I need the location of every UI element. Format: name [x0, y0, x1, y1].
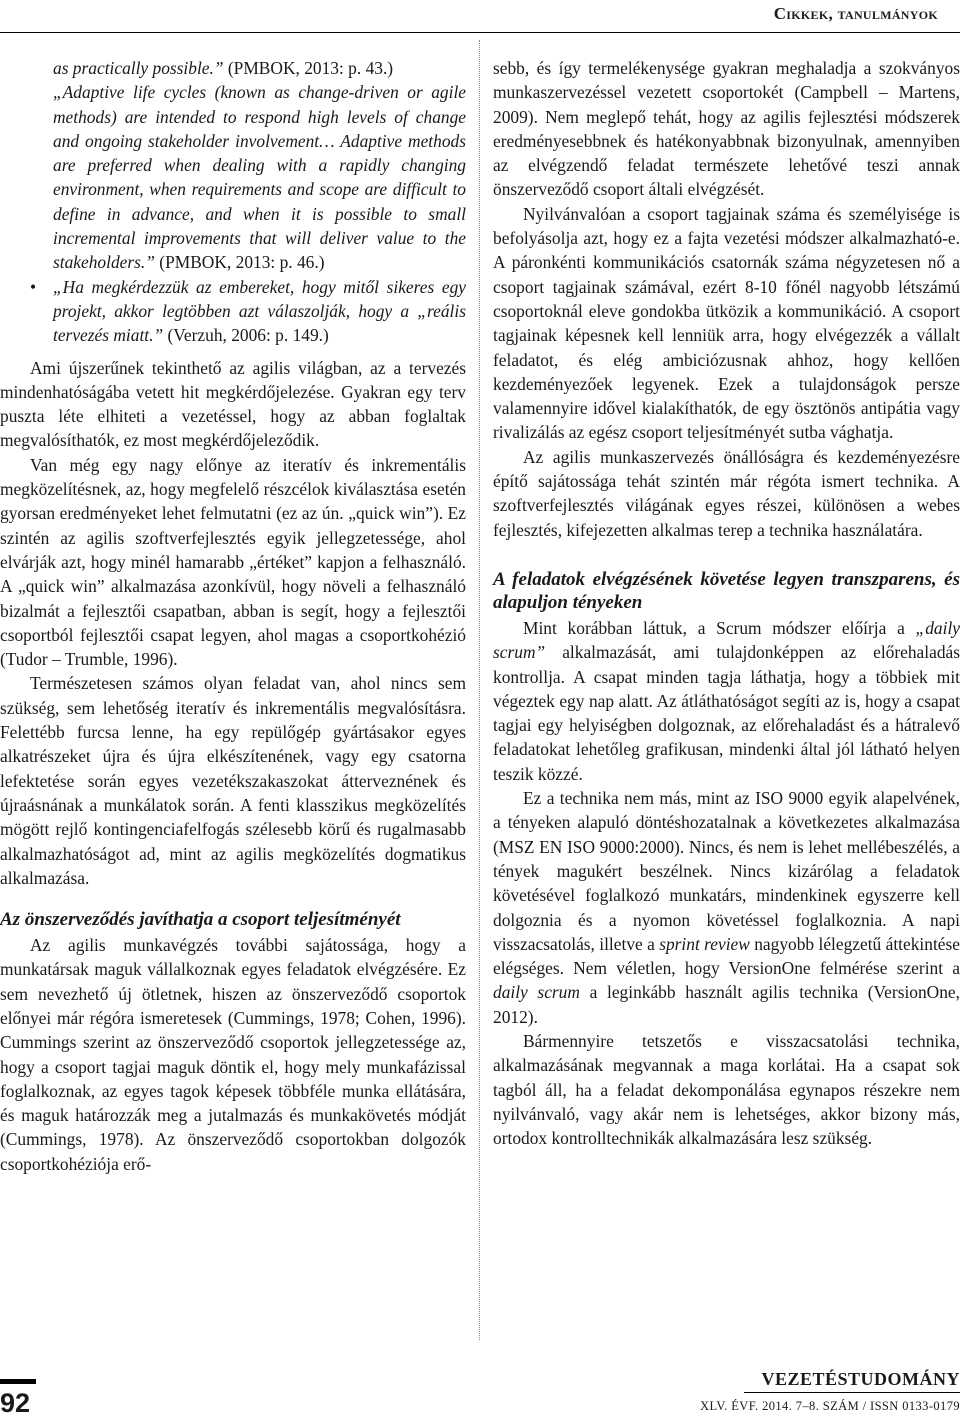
text-run: a leginkább használt agilis technika (VersionOne, 2012).	[493, 982, 960, 1027]
paragraph: Bármennyire tetszetős e visszacsatolási technika, alkalmazásának megvannak a maga korlátai. Ha a csapat sok tagból áll, ha a feladat dekomponálása egynapos részekre nem nyilvánvaló, vagy akár nem is lehetséges, akkor bizony más, ortodox kontrolltechnikák alkalmazására lesz szükség.	[493, 1030, 960, 1149]
paragraph: Az agilis munkaszervezés önállóságra és kezdeményezésre építő sajátossága tehát szintén már régóta ismert technika. A szoftverfejlesztés világának egyes részei, különösen a webes fejlesztés, kifejezetten alkalmas terep a technika használatára.	[493, 446, 960, 540]
section-header: Cikkek, tanulmányok	[773, 4, 938, 23]
paragraph: Természetesen számos olyan feladat van, ahol nincs sem szükség, sem lehetőség iteratív és inkrementális megvalósításra. Felettébb furcsa lenne, ha egy repülőgép gyártásakor egyes alkatrészeket újra és újra elkészítenének, vagy egy csatorna lefektetése során egyes vezetékszakaszokat átterveznének és újraásnának a munkálatok során. A fenti klasszikus megközelítés mögött rejlő kontingenciafelfogás szélesebb körű és rugalmasabb alkalmazhatóságot ad, mint az agilis megközelítés dogmatikus alkalmazása.	[0, 673, 466, 888]
quote-text: „Adaptive life cycles (known as change-driven or agile methods) are intended to respond high levels of change and ongoing stakeholder involvement… Adaptive methods are preferred when dealing with a rapidly changing environment, when requirements and scope are difficult to define in advance, and when it is possible to small incremental improvements that will deliver value to the stakeholders.”	[53, 82, 466, 273]
paragraph: Nyilvánvalóan a csoport tagjainak száma és személyisége is befolyásolja azt, hogy ez a fajta vezetési módszer alkalmazható-e. A páronkénti kommunikációs csatornák száma négyzetesen nő a csoport tagjainak számával, ezért 8-10 főnél nagyobb létszámú csoportoknál eleve gondokba ütközik a kommunikáció. A csoport tagjainak képesnek kell lenniük arra, hogy elvégezzék a vállalt feladatot, és elég ambiciózusnak ahhoz, hogy kellően kezdeményezőek legyenek. Ezek a tulajdonságok persze valamennyire idővel kialakíthatók, de egy ösztönös antipátia vagy rivalizálás az egész csoport teljesítményét sutba vághatja.	[493, 203, 960, 443]
text-run: nagyobb lélegzetű áttekintése elégséges. Nem véletlen, hogy VersionOne felmérése szerint a	[493, 933, 960, 979]
text-run: Ez a technika nem más, mint az ISO 9000 egyik alapelvének, a tényeken alapuló döntéshozatalnak a következetes alkalmazása (MSZ EN ISO 9000:2000). Nincs, és nem is lehet mellébeszélés, a tények magukért beszélnek. Nincs kizárólag a feladatok követésével foglalkozó munkatárs, mindenkinek egyszerre kell dolgoznia és a nyomon követéssel foglalkoznia. A napi visszacsatolás, illetve a	[493, 788, 960, 954]
section-heading: Az önszerveződés javíthatja a csoport teljesítményét	[0, 909, 401, 931]
issue-info: XLV. ÉVF. 2014. 7–8. SZÁM / ISSN 0133-0179	[700, 1399, 960, 1413]
section-heading: A feladatok elvégzésének követése legyen transzparens, és alapuljon tényeken	[493, 568, 960, 613]
quote-continuation	[0, 56, 466, 275]
citation: (Verzuh, 2006: p. 149.)	[163, 325, 329, 346]
paragraph	[493, 786, 960, 1029]
citation: (PMBOK, 2013: p. 46.)	[154, 252, 325, 273]
paragraph: sebb, és így termelékenysége gyakran meghaladja a szokványos munkaszervezéssel vezetett csoportokét (Campbell – Martens, 2009). Nem meglepő tehát, hogy az agilis fejlesztési módszerek eredményesebbnek és hatékonyabbnak bizonyulnak, amennyiben az elvégzendő feladat természete lehetővé teszi annak önszerveződő csoport általi elvégzését.	[493, 58, 960, 200]
paragraph: Van még egy nagy előnye az iteratív és inkrementális megközelítésnek, az, hogy megfelelő részcélok kiválasztása esetén gyorsan eredményeket lehet felmutatni (ez az ún. „quick win”). Ez szintén az agilis szoftverfejlesztés egyik jellegzetessége, ahol elvárják azt, hogy minél hamarabb „értéket” kapjon a felhasználó. A „quick win” alkalmazása azonkívül, hogy növeli a felhasználó bizalmát a fejlesztői csapatban, abban is segít, hogy a fejlesztői csoportból fejlesztői csapat legyen, ahol magas a csoportkohézió (Tudor – Trumble, 1996).	[0, 454, 466, 670]
text-run: „daily scrum”	[493, 617, 960, 663]
right-column	[493, 56, 960, 1150]
footer-rule	[744, 1392, 960, 1393]
paragraph: Az agilis munkavégzés további sajátossága, hogy a munkatársak maguk vállalkoznak egyes feladatok elvégzésére. Ez sem nevezhető új ötletnek, hiszen az önszerveződő csoportok előnyei már régóra ismeretesek (Cummings, 1978; Cohen, 1996). Cummings szerint az önszerveződő csoportok jellegzetessége az, hogy a csoport tagjai maguk döntik el, hogy mely munkafázissal foglalkoznak, az egyes tagok képesek többféle munka ellátására, és maguk határozzák meg a jutalmazás és munkakövetés módját (Cummings, 1978). Az önszerveződő csoportokban dolgozók csoportkohéziója erő-	[0, 935, 466, 1174]
text-run: alkalmazását, ami tulajdonképpen az előrehaladás kontrollja. A csapat minden tagja láthatja, hogy a többiek mit végeztek egy nap alatt. Az átláthatóságot segíti az is, hogy a csapat tagjai egy helyiségben dolgoznak, az előrehaladást és a hátralevő feladatokat lehetőleg grafikusan, mindenki által jól látható helyen teszik közzé.	[493, 642, 960, 784]
paragraph	[493, 616, 960, 786]
paragraph: Ami újszerűnek tekinthető az agilis világban, az a tervezés mindenhatóságába vetett hit megkérdőjelezése. Gyakran egy terv puszta léte elhiteti a vezetéssel, hogy az abban foglaltak megvalósíthatók, ez most megkérdőjeleződik.	[0, 357, 466, 451]
citation: (PMBOK, 2013: p. 43.)	[223, 58, 394, 78]
text-run: sprint review	[659, 933, 750, 954]
column-divider	[479, 40, 480, 1340]
header-rule	[0, 32, 960, 33]
page-number: 92	[0, 1388, 31, 1418]
bullet-quote	[0, 275, 466, 348]
text-run: daily scrum	[493, 982, 580, 1003]
journal-title: VEZETÉSTUDOMÁNY	[761, 1369, 960, 1389]
quote-text: as practically possible.”	[53, 58, 224, 78]
quote-text: „Ha megkérdezzük az embereket, hogy mitől sikeres egy projekt, akkor legtöbben azt válaszolják, hogy a „reális tervezés miatt.”	[53, 276, 466, 346]
bullet-icon: •	[30, 276, 37, 297]
left-column	[0, 56, 466, 1176]
footer-mark	[0, 1379, 36, 1384]
text-run: Mint korábban láttuk, a Scrum módszer előírja a	[523, 617, 916, 638]
